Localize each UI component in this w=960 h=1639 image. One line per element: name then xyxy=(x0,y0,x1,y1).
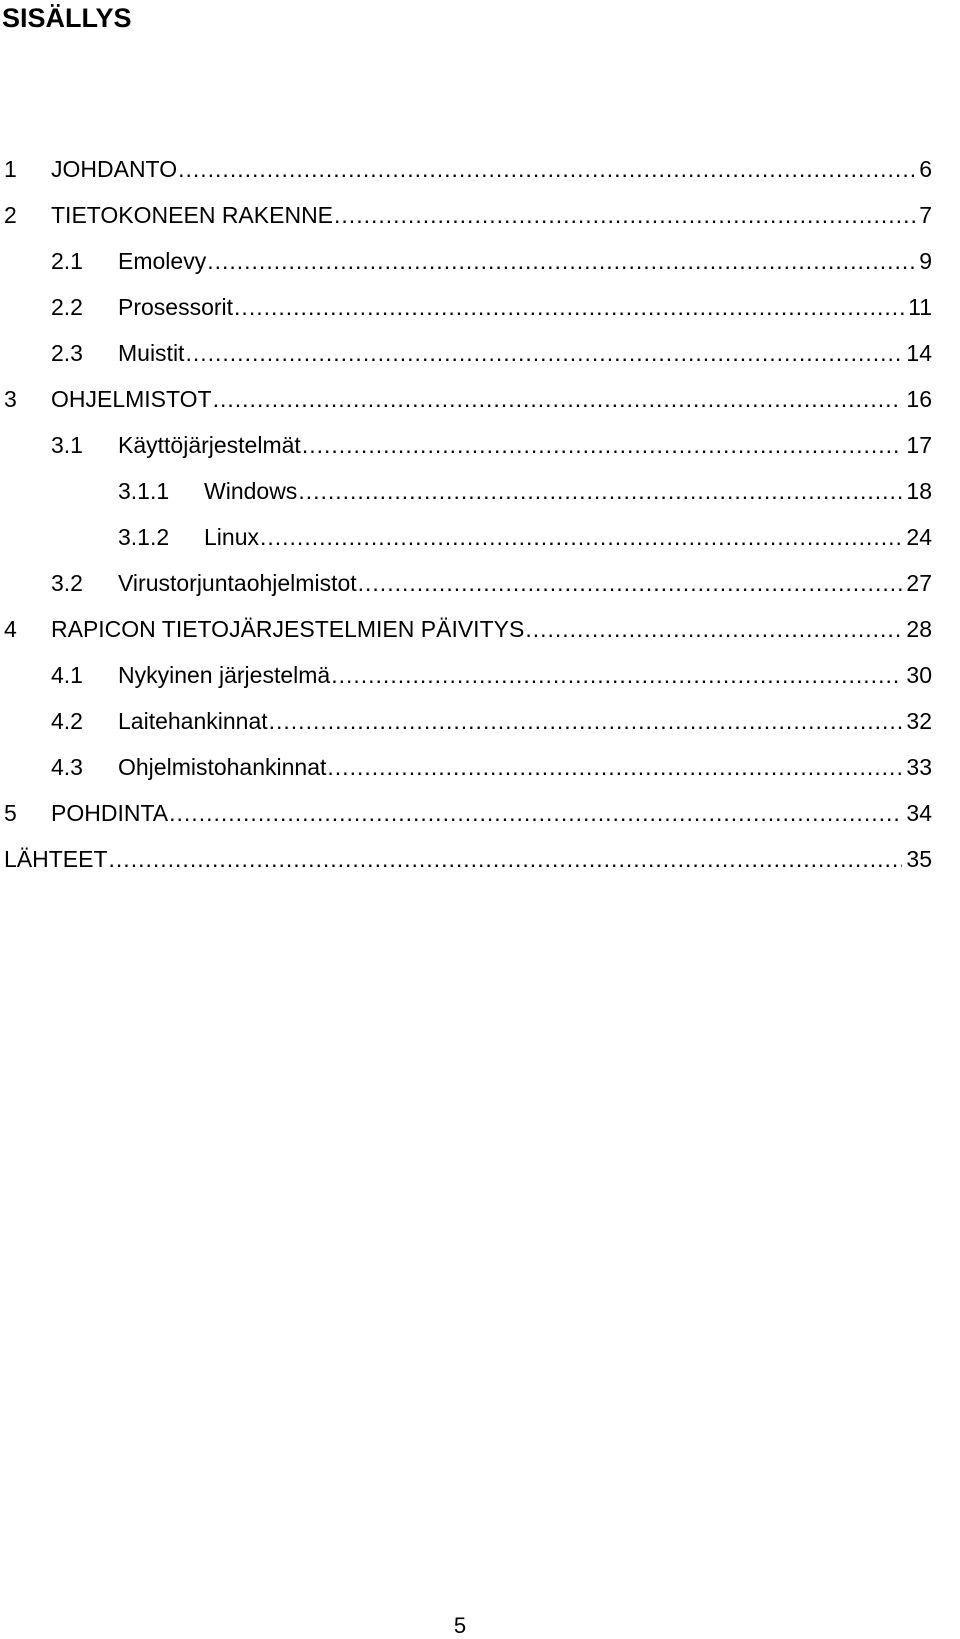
toc-dot-leader xyxy=(207,247,915,275)
page-title: SISÄLLYS xyxy=(2,3,132,33)
toc-entry-title: LÄHTEET xyxy=(4,846,108,872)
toc-entry-page: 33 xyxy=(906,754,932,780)
toc-entry[interactable] xyxy=(0,836,932,882)
toc-dot-leader xyxy=(302,431,903,459)
toc-entry[interactable] xyxy=(0,606,932,652)
table-of-contents xyxy=(0,146,932,882)
toc-entry-page: 14 xyxy=(906,340,932,366)
toc-entry-title: Muistit xyxy=(118,340,185,366)
toc-entry-page: 32 xyxy=(906,708,932,734)
toc-entry-number: 4.1 xyxy=(51,662,83,688)
toc-entry-page: 6 xyxy=(919,156,932,182)
toc-entry-number: 2.1 xyxy=(51,248,83,274)
toc-entry-page: 7 xyxy=(919,202,932,228)
toc-entry-title: Virustorjuntaohjelmistot xyxy=(118,570,357,596)
toc-dot-leader xyxy=(334,201,915,229)
toc-entry[interactable] xyxy=(0,790,932,836)
toc-entry[interactable] xyxy=(0,284,932,330)
toc-entry-page: 28 xyxy=(906,616,932,642)
toc-entry[interactable] xyxy=(0,560,932,606)
toc-entry-page: 11 xyxy=(908,294,932,320)
toc-dot-leader xyxy=(169,799,902,827)
toc-dot-leader xyxy=(185,339,902,367)
toc-entry[interactable] xyxy=(0,376,932,422)
toc-dot-leader xyxy=(525,615,902,643)
toc-entry-page: 34 xyxy=(906,800,932,826)
toc-dot-leader xyxy=(358,569,903,597)
toc-dot-leader xyxy=(234,293,904,321)
toc-entry-title: Laitehankinnat xyxy=(118,708,268,734)
toc-entry-number: 5 xyxy=(4,800,17,826)
toc-entry-title: Nykyinen järjestelmä xyxy=(118,662,331,688)
toc-entry-number: 4 xyxy=(4,616,17,642)
page-number: 5 xyxy=(453,1613,467,1638)
toc-entry[interactable] xyxy=(0,744,932,790)
toc-entry-page: 16 xyxy=(906,386,932,412)
toc-entry-number: 3.1 xyxy=(51,432,83,458)
toc-entry-number: 3.1.2 xyxy=(118,524,170,550)
toc-entry[interactable] xyxy=(0,514,932,560)
toc-entry[interactable] xyxy=(0,238,932,284)
toc-entry-number: 3 xyxy=(4,386,17,412)
toc-entry-page: 30 xyxy=(906,662,932,688)
toc-dot-leader xyxy=(213,385,903,413)
toc-entry-page: 17 xyxy=(906,432,932,458)
toc-entry[interactable] xyxy=(0,422,932,468)
toc-entry-number: 3.1.1 xyxy=(118,478,170,504)
toc-entry-page: 18 xyxy=(906,478,932,504)
toc-dot-leader xyxy=(109,845,903,873)
toc-dot-leader xyxy=(260,523,902,551)
toc-entry-title: Prosessorit xyxy=(118,294,234,320)
toc-entry-number: 2.2 xyxy=(51,294,83,320)
toc-entry-title: JOHDANTO xyxy=(51,156,178,182)
toc-entry-page: 9 xyxy=(919,248,932,274)
toc-dot-leader xyxy=(269,707,903,735)
toc-entry-title: Ohjelmistohankinnat xyxy=(118,754,327,780)
toc-dot-leader xyxy=(331,661,902,689)
toc-entry-page: 27 xyxy=(906,570,932,596)
toc-entry-title: Linux xyxy=(204,524,259,550)
toc-entry-title: RAPICON TIETOJÄRJESTELMIEN PÄIVITYS xyxy=(51,616,525,642)
toc-entry-title: POHDINTA xyxy=(51,800,169,826)
toc-entry[interactable] xyxy=(0,652,932,698)
toc-entry-number: 3.2 xyxy=(51,570,83,596)
toc-entry-number: 1 xyxy=(4,156,17,182)
toc-dot-leader xyxy=(178,155,915,183)
toc-entry-title: Windows xyxy=(204,478,298,504)
toc-entry-number: 2.3 xyxy=(51,340,83,366)
toc-entry[interactable] xyxy=(0,330,932,376)
toc-entry[interactable] xyxy=(0,468,932,514)
toc-dot-leader xyxy=(327,753,902,781)
toc-entry-page: 35 xyxy=(906,846,932,872)
toc-entry[interactable] xyxy=(0,146,932,192)
toc-entry-number: 2 xyxy=(4,202,17,228)
toc-entry[interactable] xyxy=(0,192,932,238)
toc-entry-number: 4.3 xyxy=(51,754,83,780)
toc-entry-page: 24 xyxy=(906,524,932,550)
toc-entry-title: Emolevy xyxy=(118,248,207,274)
toc-entry-title: Käyttöjärjestelmät xyxy=(118,432,301,458)
toc-entry-title: TIETOKONEEN RAKENNE xyxy=(51,202,334,228)
toc-entry-number: 4.2 xyxy=(51,708,83,734)
toc-entry[interactable] xyxy=(0,698,932,744)
toc-dot-leader xyxy=(298,477,902,505)
toc-entry-title: OHJELMISTOT xyxy=(51,386,212,412)
